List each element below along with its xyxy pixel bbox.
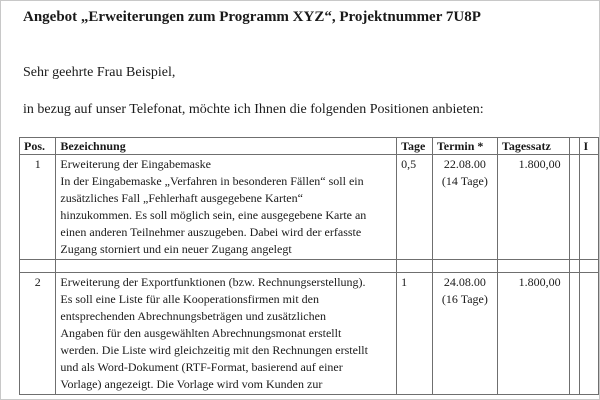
description-line: einen anderen Teilnehmer auszugeben. Dabei wird der erfasste — [60, 225, 362, 239]
row-empty-cell — [569, 155, 579, 260]
header-tage: Tage — [397, 138, 433, 155]
row-empty-cell — [569, 273, 579, 395]
row-tage: 1 — [397, 273, 433, 395]
document-title: Angebot „Erweiterungen zum Programm XYZ“, Projektnummer 7U8P — [23, 9, 481, 25]
header-empty — [569, 138, 579, 155]
header-bezeichnung: Bezeichnung — [56, 138, 397, 155]
offer-table — [19, 137, 599, 395]
description-line: Erweiterung der Exportfunktionen (bzw. Rechnungserstellung). — [60, 275, 366, 289]
row-pos: 1 — [20, 155, 56, 260]
termin-duration: (16 Tage) — [441, 292, 488, 306]
description-line: In der Eingabemaske „Verfahren in besonderen Fällen“ soll ein — [60, 174, 364, 188]
description-line: Vorlage) angezeigt. Die Vorlage wird vom Kunden zur — [60, 377, 323, 391]
table-row — [20, 155, 599, 260]
row-pos: 2 — [20, 273, 56, 395]
description-line: hinzukommen. Es soll möglich sein, eine ausgegebene Karte an — [60, 208, 367, 222]
header-extra: I — [579, 138, 599, 155]
header-termin: Termin * — [432, 138, 497, 155]
description-line: werden. Die Liste wird gleichzeitig mit den Rechnungen erstellt — [60, 343, 368, 357]
row-termin — [432, 273, 497, 395]
termin-date: 22.08.00 — [443, 157, 486, 171]
row-bezeichnung — [56, 273, 397, 395]
row-tagessatz: 1.800,00 — [497, 155, 569, 260]
description-line: Erweiterung der Eingabemaske — [60, 157, 211, 171]
row-extra-cell — [579, 155, 599, 260]
termin-date: 24.08.00 — [443, 275, 486, 289]
row-tagessatz: 1.800,00 — [497, 273, 569, 395]
header-tagessatz: Tagessatz — [497, 138, 569, 155]
description-line: Es soll eine Liste für alle Kooperationsfirmen mit den — [60, 292, 319, 306]
intro-text: in bezug auf unser Telefonat, möchte ich Ihnen die folgenden Positionen anbieten: — [23, 102, 484, 117]
row-tage: 0,5 — [397, 155, 433, 260]
termin-duration: (14 Tage) — [441, 174, 488, 188]
salutation: Sehr geehrte Frau Beispiel, — [23, 65, 176, 80]
description-line: zusätzliches Fall „Fehlerhaft ausgegebene Karten“ — [60, 191, 303, 205]
description-line: entsprechenden Abrechnungsbeträgen und zusätzlichen — [60, 309, 326, 323]
spacer-row — [20, 260, 599, 273]
row-extra-cell — [579, 273, 599, 395]
description-line: Angaben für den ausgewählten Abrechnungsmonat erstellt — [60, 326, 342, 340]
row-termin — [432, 155, 497, 260]
table-row — [20, 273, 599, 395]
row-bezeichnung — [56, 155, 397, 260]
description-line: Zugang storniert und ein neuer Zugang angelegt — [60, 242, 292, 256]
table-header-row — [20, 138, 599, 155]
header-pos: Pos. — [20, 138, 56, 155]
description-line: und als Word-Dokument (RTF-Format, basierend auf einer — [60, 360, 343, 374]
